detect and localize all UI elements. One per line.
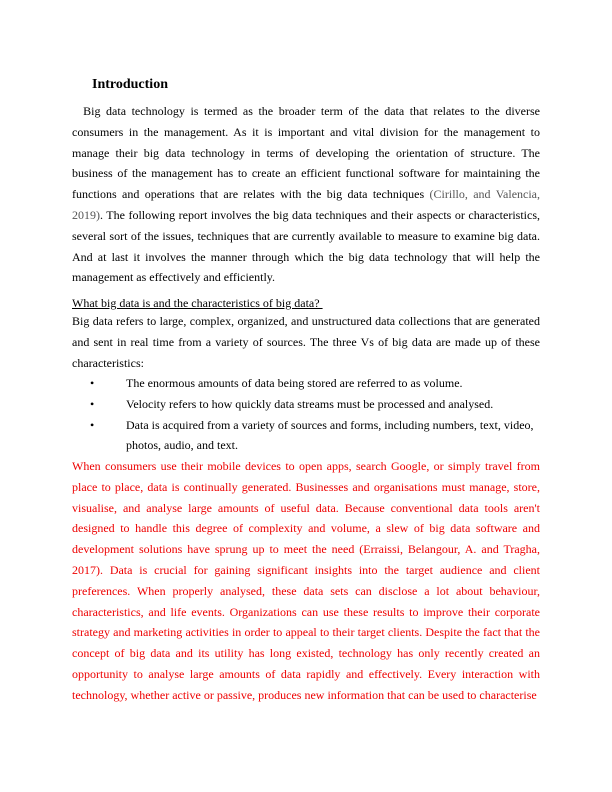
list-item (72, 415, 540, 457)
list-item-text: Data is acquired from a variety of sources and forms, including numbers, text, video, photos, audio, and text. (126, 417, 534, 453)
highlighted-paragraph: When consumers use their mobile devices to open apps, search Google, or simply travel from place to place, data is continually generated. Businesses and organisations must manage, store, visualise, and analyse large amounts of useful data. Because conventional data tools aren't designed to handle this degree of complexity and volume, a slew of big data software and development solutions have sprung up to meet the need (Erraissi, Belangour, A. and Tragha, 2017). Data is crucial for gaining significant insights into the target audience and client preferences. When properly analysed, these data sets can disclose a lot about behaviour, characteristics, and life events. Organizations can use these results to improve their corporate strategy and marketing activities in order to appeal to their target clients. Despite the fact that the concept of big data and its utility has long existed, technology has only recently created an opportunity to analyse large amounts of data rapidly and effectively. Every interaction with technology, whether active or passive, produces new information that can be used to characterise (72, 459, 540, 702)
bullet-marker: • (90, 396, 95, 411)
characteristics-list (72, 373, 540, 456)
subheading: What big data is and the characteristics of big data? (72, 296, 323, 310)
section-heading: Introduction (92, 77, 168, 92)
bullet-marker: • (90, 417, 95, 432)
intro-text: Big data technology is termed as the broader term of the data that relates to the diverse consumers in the management. As it is important and vital division for the management to manage their big data technology in terms of developing the orientation of structure. The business of the management has to create an efficient functional software for maintaining the functions and operations that are relates with the big data techniques (72, 104, 540, 202)
list-item-text: Velocity refers to how quickly data streams must be processed and analysed. (126, 396, 494, 411)
intro-text-end: . The following report involves the big data techniques and their aspects or characteristics, several sort of the issues, techniques that are currently available to measure to examine big data. And at last it involves the manner through which the big data technology that will help the management as effectively and efficiently. (72, 207, 540, 285)
list-item-text: The enormous amounts of data being stored are referred to as volume. (126, 376, 463, 390)
bullet-marker: • (90, 376, 95, 390)
introduction-paragraph (72, 101, 540, 288)
intro-citation: (Cirillo, and Valencia, 2019) (72, 187, 541, 222)
list-item (72, 373, 540, 394)
definition-paragraph: Big data refers to large, complex, organized, and unstructured data collections that are generated and sent in real time from a variety of sources. The three Vs of big data are made up of these characteristics: (72, 314, 540, 370)
list-item (72, 394, 540, 415)
